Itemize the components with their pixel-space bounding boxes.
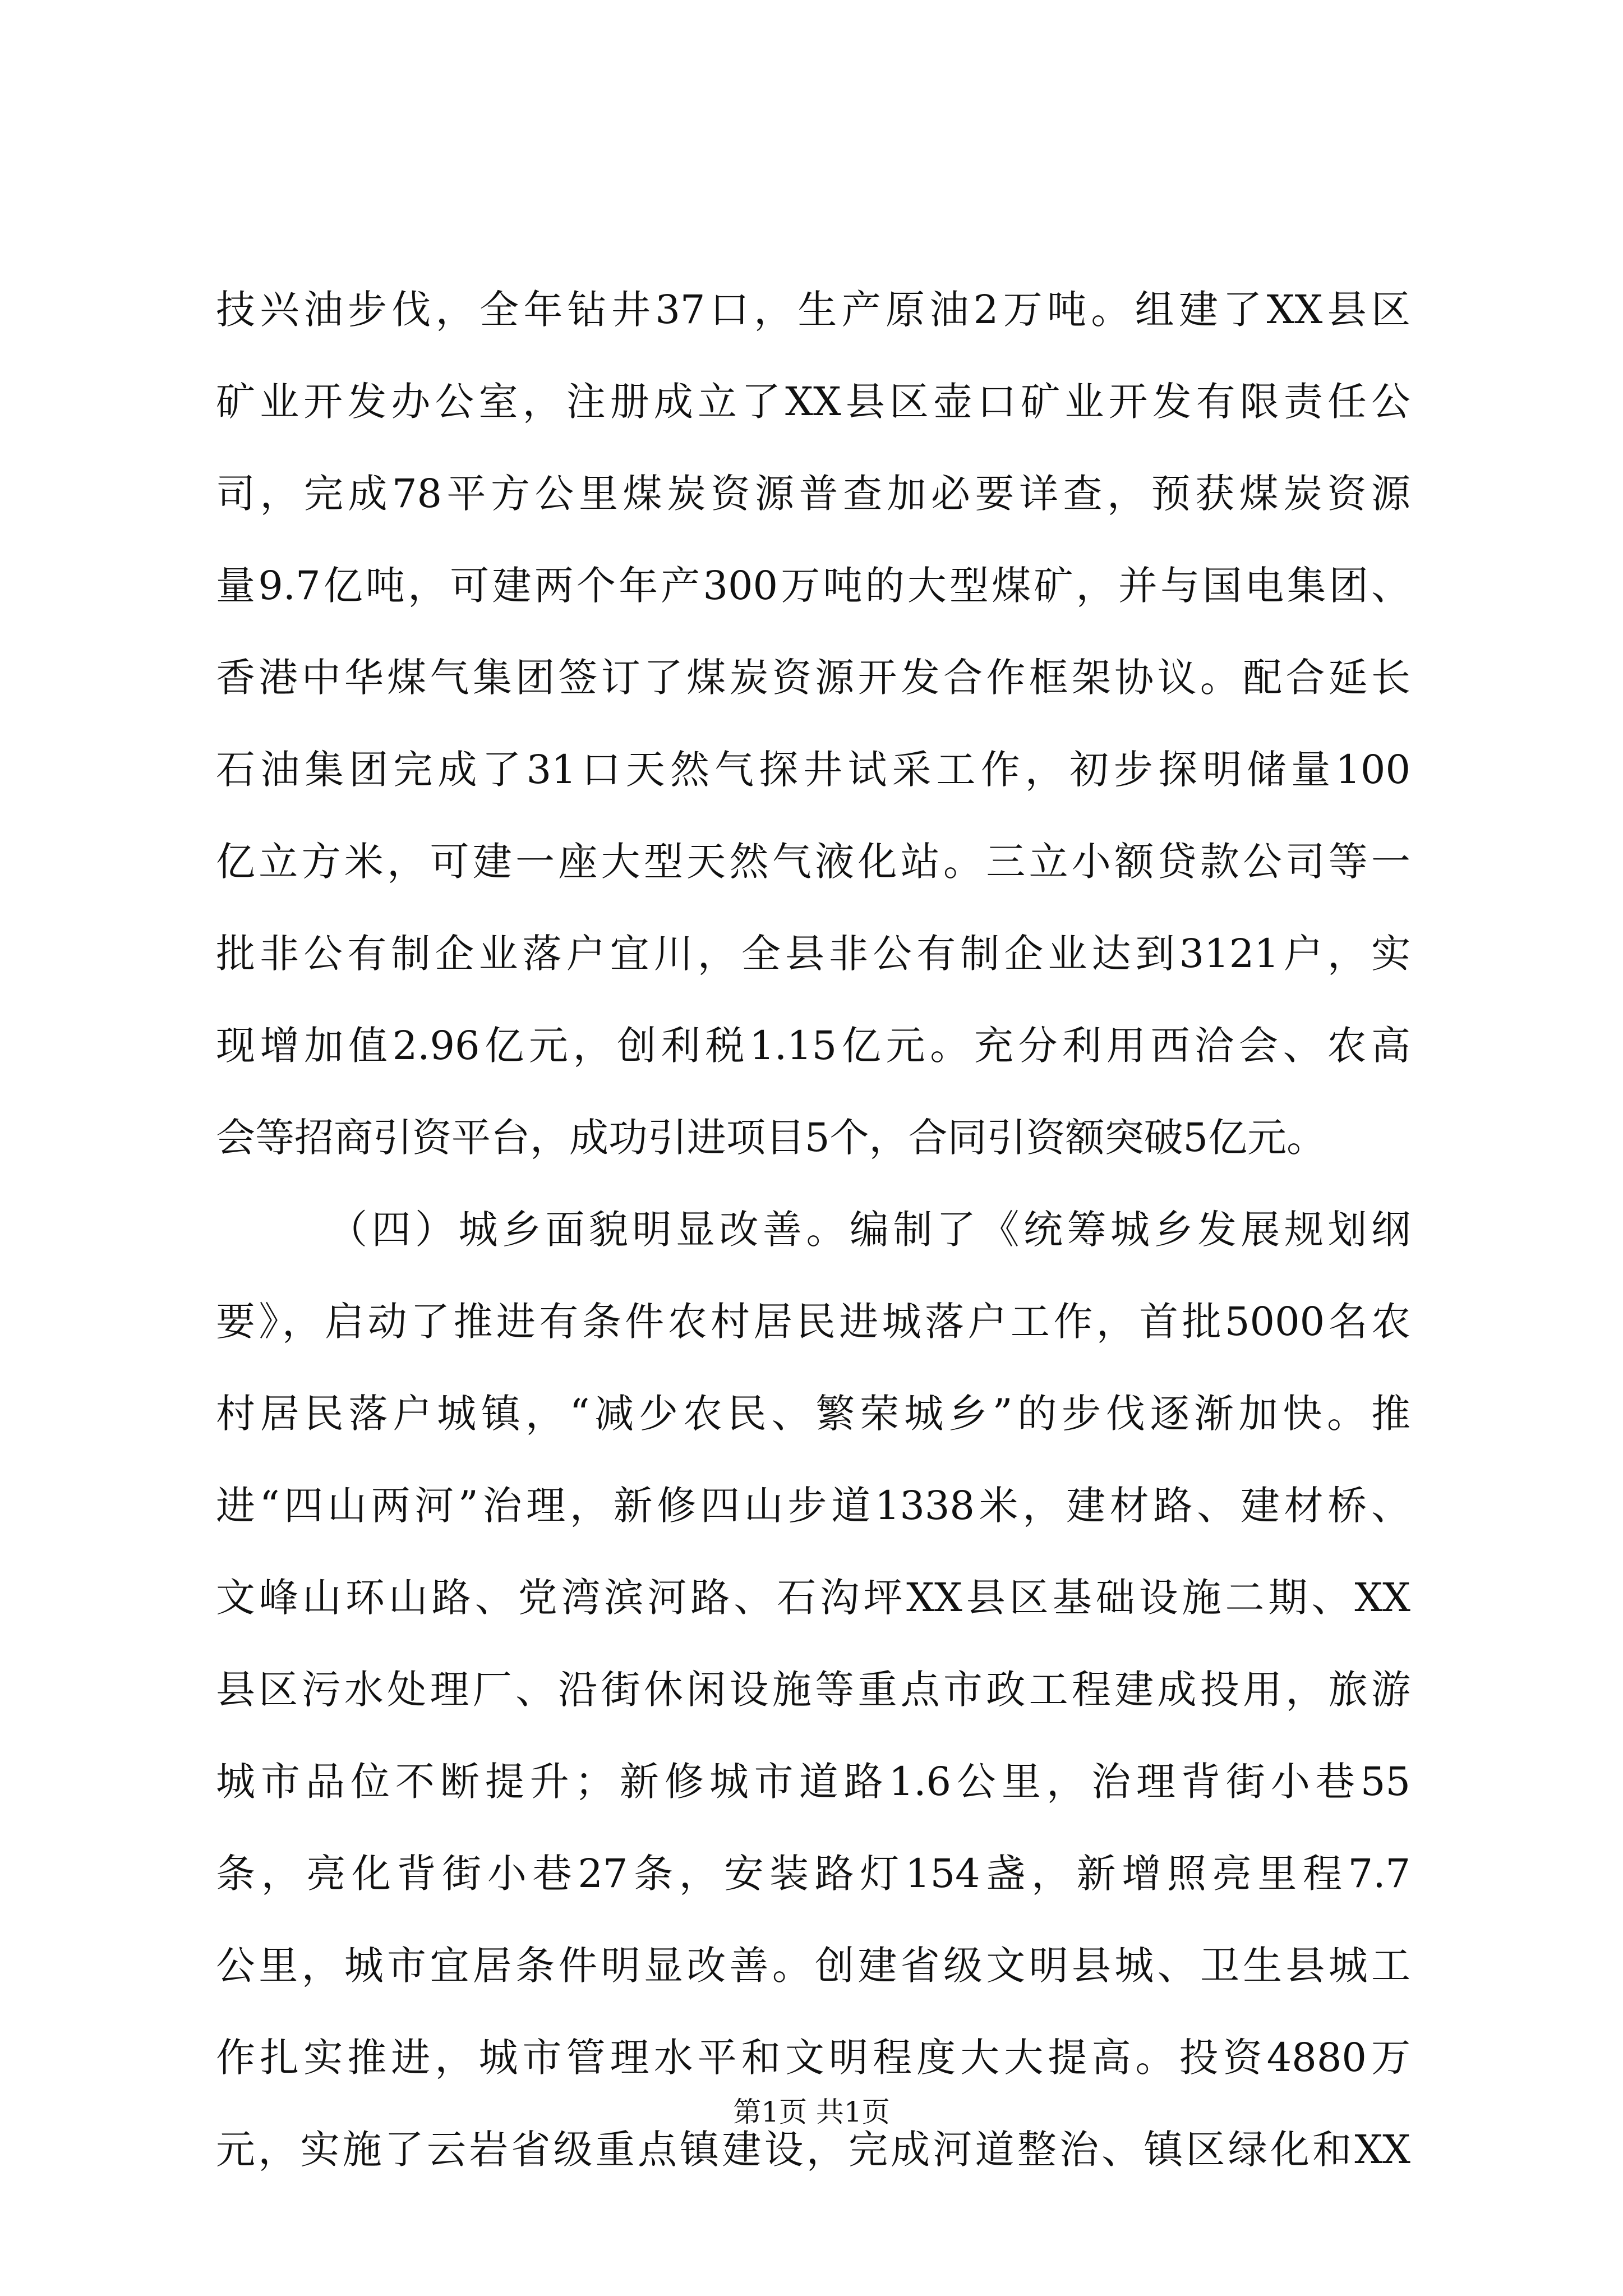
text-line: 石油集团完成了31口天然气探井试采工作，初步探明储量100 xyxy=(216,747,1410,793)
text-line: 县区污水处理厂、沿街休闲设施等重点市政工程建成投用，旅游 xyxy=(216,1667,1410,1713)
text-line: 量9.7亿吨，可建两个年产300万吨的大型煤矿，并与国电集团、 xyxy=(216,563,1410,609)
body-text xyxy=(216,264,1410,2196)
section-heading-line: （四）城乡面貌明显改善。编制了《统筹城乡发展规划纲 xyxy=(328,1207,1410,1253)
paragraph-end-line: 会等招商引资平台，成功引进项目5个，合同引资额突破5亿元。 xyxy=(216,1115,1326,1161)
text-line: 作扎实推进，城市管理水平和文明程度大大提高。投资4880万 xyxy=(216,2035,1410,2081)
text-line: 村居民落户城镇，“减少农民、繁荣城乡”的步伐逐渐加快。推 xyxy=(216,1391,1410,1437)
text-line: 现增加值2.96亿元，创利税1.15亿元。充分利用西洽会、农高 xyxy=(216,1023,1410,1069)
text-line: 元，实施了云岩省级重点镇建设，完成河道整治、镇区绿化和XX xyxy=(216,2127,1410,2173)
text-line: 矿业开发办公室，注册成立了XX县区壶口矿业开发有限责任公 xyxy=(216,379,1410,425)
text-line: 香港中华煤气集团签订了煤炭资源开发合作框架协议。配合延长 xyxy=(216,655,1410,701)
text-line: 技兴油步伐，全年钻井37口，生产原油2万吨。组建了XX县区 xyxy=(216,287,1410,333)
text-line: 进“四山两河”治理，新修四山步道1338米，建材路、建材桥、 xyxy=(216,1483,1410,1529)
page-number-footer: 第1页 共1页 xyxy=(733,2096,890,2128)
text-line: 公里，城市宜居条件明显改善。创建省级文明县城、卫生县城工 xyxy=(216,1943,1410,1989)
text-line: 批非公有制企业落户宜川，全县非公有制企业达到3121户，实 xyxy=(216,931,1410,977)
text-line: 司，完成78平方公里煤炭资源普查加必要详查，预获煤炭资源 xyxy=(216,471,1410,517)
text-line: 要》，启动了推进有条件农村居民进城落户工作，首批5000名农 xyxy=(216,1299,1410,1345)
text-line: 文峰山环山路、党湾滨河路、石沟坪XX县区基础设施二期、XX xyxy=(216,1575,1410,1621)
text-line: 城市品位不断提升；新修城市道路1.6公里，治理背街小巷55 xyxy=(216,1759,1410,1805)
text-line: 亿立方米，可建一座大型天然气液化站。三立小额贷款公司等一 xyxy=(216,839,1410,885)
text-line: 条，亮化背街小巷27条，安装路灯154盏，新增照亮里程7.7 xyxy=(216,1851,1410,1897)
